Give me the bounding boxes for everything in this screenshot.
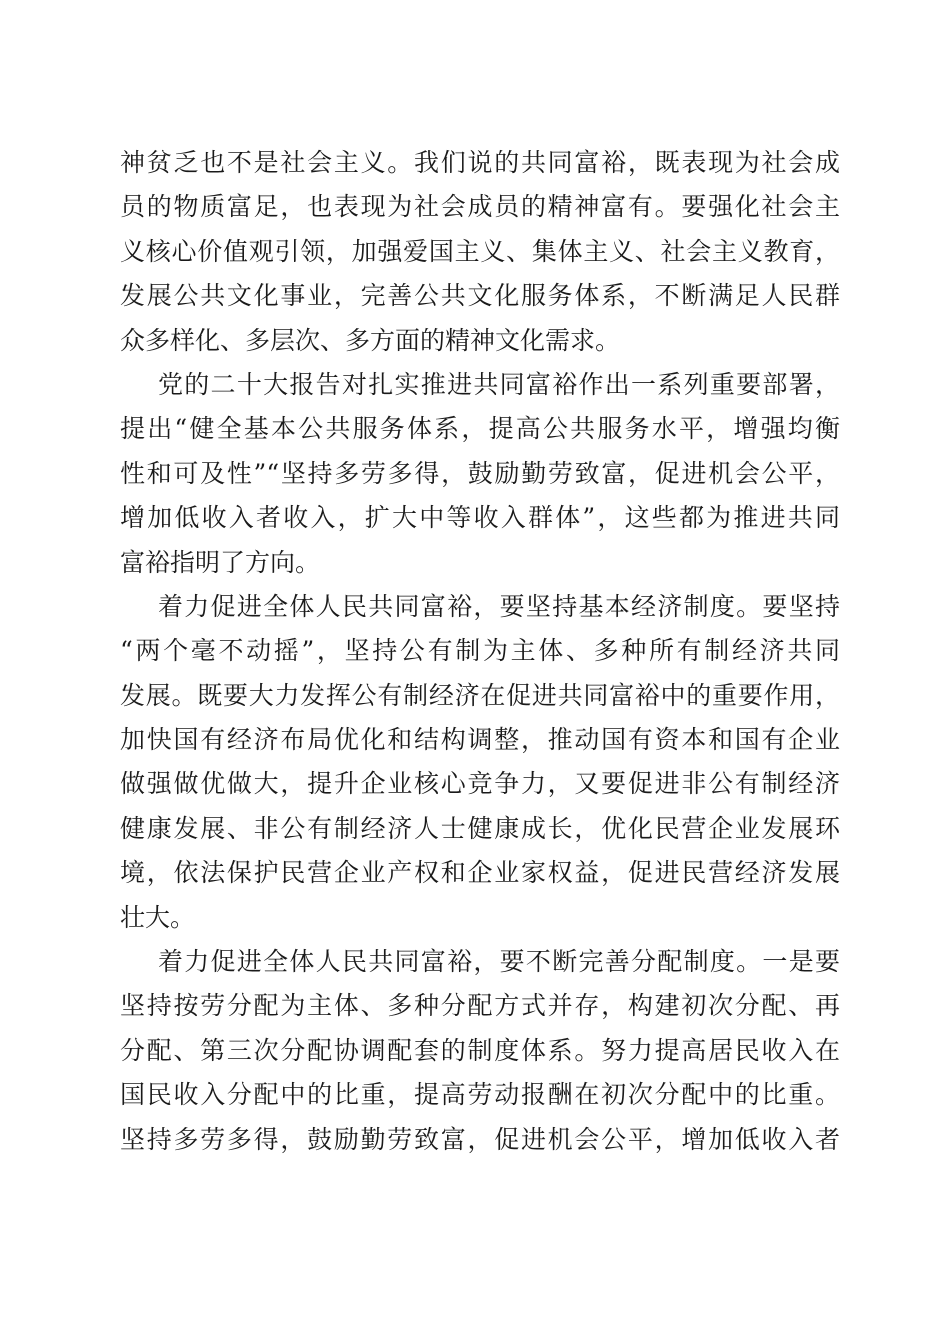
body-text (120, 141, 840, 1162)
text-line: 坚持多劳多得，鼓励勤劳致富，促进机会公平，增加低收入者 (120, 1124, 840, 1154)
text-line: 神贫乏也不是社会主义。我们说的共同富裕，既表现为社会成 (120, 148, 840, 177)
paragraph-first-line: 着力促进全体人民共同富裕，要坚持基本经济制度。要坚持 (158, 591, 840, 621)
text-line: 发展。既要大力发挥公有制经济在促进共同富裕中的重要作用， (120, 680, 840, 710)
text-line: 加快国有经济布局优化和结构调整，推动国有资本和国有企业 (120, 725, 840, 755)
text-line: 性和可及性”“坚持多劳多得，鼓励勤劳致富，促进机会公平， (120, 458, 840, 488)
text-line: 境，依法保护民营企业产权和企业家权益，促进民营经济发展 (120, 858, 840, 888)
text-line: 发展公共文化事业，完善公共文化服务体系，不断满足人民群 (120, 281, 840, 311)
text-line: 国民收入分配中的比重，提高劳动报酬在初次分配中的比重。 (120, 1080, 840, 1110)
paragraph-first-line: 着力促进全体人民共同富裕，要不断完善分配制度。一是要 (158, 947, 840, 977)
text-line: 增加低收入者收入，扩大中等收入群体”，这些都为推进共同 (120, 503, 840, 533)
text-line: “两个毫不动摇”，坚持公有制为主体、多种所有制经济共同 (120, 636, 840, 666)
text-line: 众多样化、多层次、多方面的精神文化需求。 (120, 325, 621, 355)
text-line: 壮大。 (120, 902, 196, 932)
text-line: 富裕指明了方向。 (120, 547, 321, 577)
text-line: 做强做优做大，提升企业核心竞争力，又要促进非公有制经济 (120, 769, 840, 799)
text-line: 提出“健全基本公共服务体系，提高公共服务水平，增强均衡 (120, 414, 840, 444)
text-line: 坚持按劳分配为主体、多种分配方式并存，构建初次分配、再 (120, 991, 840, 1021)
text-line: 员的物质富足，也表现为社会成员的精神富有。要强化社会主 (120, 192, 840, 222)
paragraph-first-line: 党的二十大报告对扎实推进共同富裕作出一系列重要部署， (158, 369, 840, 399)
text-line: 健康发展、非公有制经济人士健康成长，优化民营企业发展环 (120, 813, 840, 843)
text-line: 分配、第三次分配协调配套的制度体系。努力提高居民收入在 (120, 1035, 840, 1065)
text-line: 义核心价值观引领，加强爱国主义、集体主义、社会主义教育， (120, 236, 840, 266)
